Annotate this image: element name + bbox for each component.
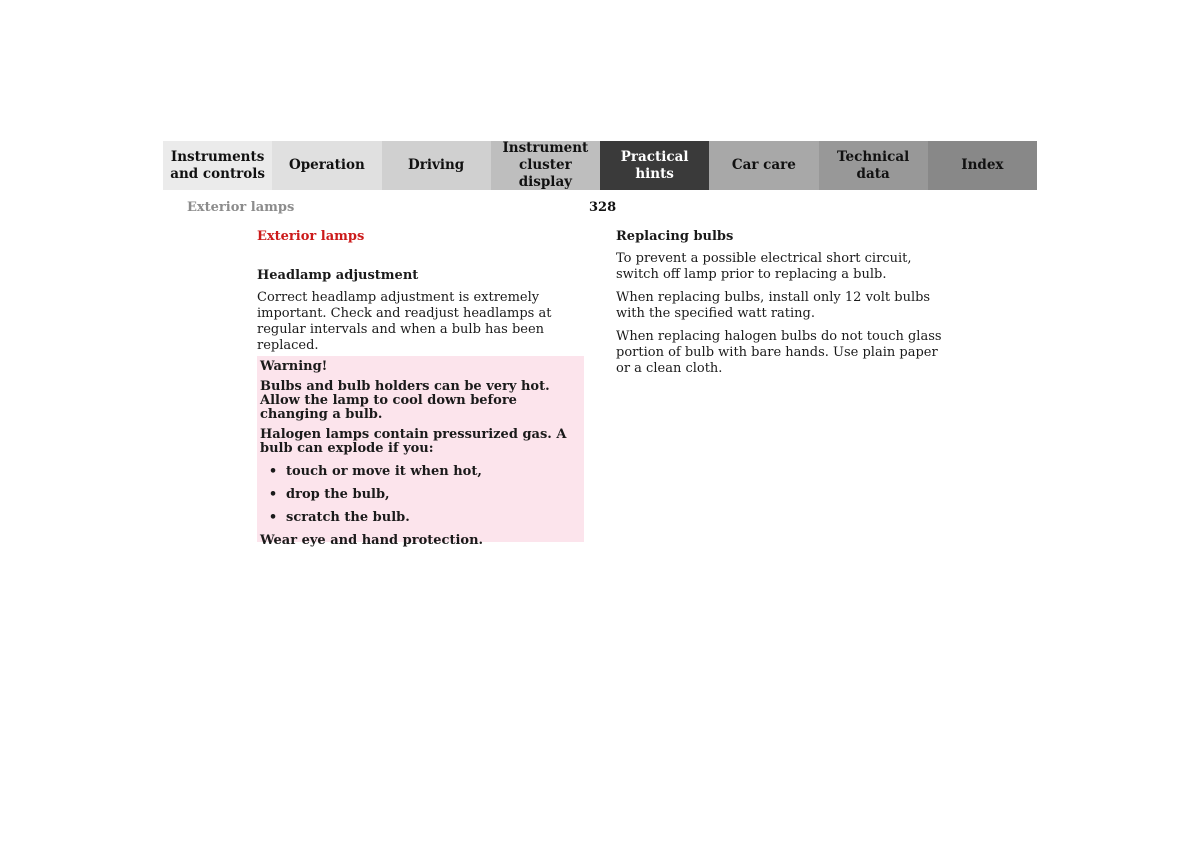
- tab-instruments-and-controls[interactable]: Instruments and controls: [163, 141, 272, 190]
- subsection-title-replacing-bulbs: Replacing bulbs: [616, 229, 734, 244]
- replacing-paragraph-2: When replacing bulbs, install only 12 volt bulbs with the specified watt rating.: [616, 290, 931, 321]
- running-header-section: Exterior lamps: [187, 200, 295, 215]
- replacing-paragraph-3: When replacing halogen bulbs do not touch glass portion of bulb with bare hands. Use plain paper or a clean cloth.: [616, 329, 942, 376]
- warning-closing: Wear eye and hand protection.: [260, 533, 484, 548]
- tab-driving[interactable]: Driving: [382, 141, 491, 190]
- list-item-text: drop the bulb,: [286, 487, 390, 502]
- list-item: [260, 487, 581, 503]
- tab-instrument-cluster-display[interactable]: Instrument cluster display: [491, 141, 600, 190]
- warning-paragraph-pressurized: Halogen lamps contain pressurized gas. A bulb can explode if you:: [260, 427, 567, 456]
- list-item-text: touch or move it when hot,: [286, 464, 482, 479]
- bullet-icon: •: [268, 487, 278, 502]
- tab-technical-data[interactable]: Technical data: [819, 141, 928, 190]
- warning-title: Warning!: [260, 359, 328, 374]
- list-item: [260, 510, 581, 526]
- page-number: 328: [589, 200, 617, 215]
- bullet-icon: •: [268, 464, 278, 479]
- list-item: [260, 464, 581, 480]
- section-tabs: [163, 141, 1037, 190]
- tab-index[interactable]: Index: [928, 141, 1037, 190]
- subsection-title-headlamp-adjustment: Headlamp adjustment: [257, 268, 419, 283]
- bullet-icon: •: [268, 510, 278, 525]
- tab-car-care[interactable]: Car care: [709, 141, 818, 190]
- replacing-paragraph-1: To prevent a possible electrical short circuit, switch off lamp prior to replacing a bulb.: [616, 251, 912, 282]
- warning-bullet-list: [260, 464, 581, 526]
- tab-operation[interactable]: Operation: [272, 141, 381, 190]
- tab-practical-hints[interactable]: Practical hints: [600, 141, 709, 190]
- warning-box: [257, 356, 584, 548]
- headlamp-adjustment-paragraph: Correct headlamp adjustment is extremely important. Check and readjust headlamps at regular intervals and when a bulb has been replaced.: [257, 290, 552, 353]
- warning-paragraph-hot: Bulbs and bulb holders can be very hot. Allow the lamp to cool down before changing a bulb.: [260, 379, 550, 422]
- list-item-text: scratch the bulb.: [286, 510, 410, 525]
- right-column: [616, 228, 946, 377]
- left-column: [257, 228, 585, 354]
- section-title: Exterior lamps: [257, 229, 365, 244]
